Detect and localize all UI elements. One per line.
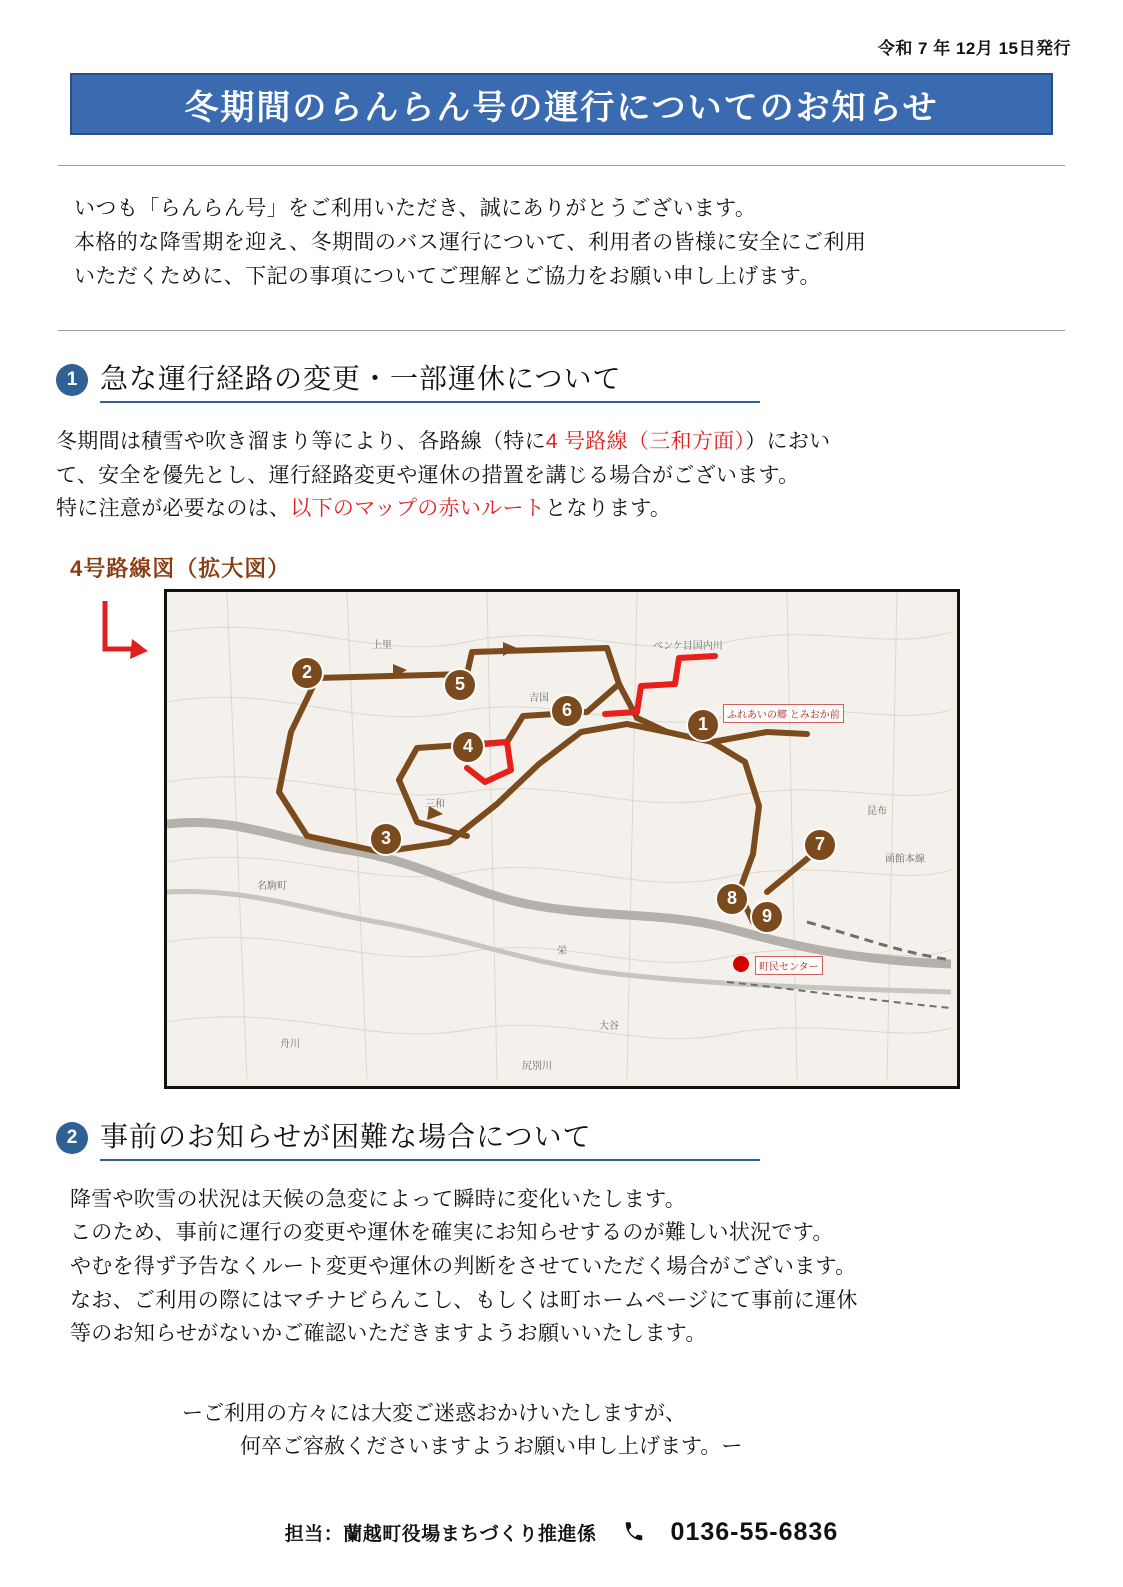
section-title-wrap-1 xyxy=(100,357,760,403)
section-1-line-3-a: 特に注意が必要なのは、 xyxy=(56,497,291,521)
route-marker-7: 7 xyxy=(803,828,837,862)
section-header-1 xyxy=(56,357,1071,403)
section-1-line-3-highlight: 以下のマップの赤いルート xyxy=(290,497,546,521)
route-marker-8: 8 xyxy=(715,882,749,916)
intro-line-1: いつも「らんらん号」をご利用いただき、誠にありがとうございます。 xyxy=(74,197,757,220)
map-place-nakoma: 名駒町 xyxy=(257,880,287,892)
map-pointer-arrow xyxy=(100,597,152,667)
section-2-body xyxy=(70,1183,1067,1351)
map-place-konbu: 昆布 xyxy=(867,805,887,817)
issue-date: 令和 7 年 12月 15日発行 xyxy=(877,39,1071,58)
section-1-line-1-b: ）におい xyxy=(745,430,831,454)
intro-line-2: 本格的な降雪期を迎え、冬期間のバス運行について、利用者の皆様に安全にご利用 xyxy=(74,231,867,255)
phone-icon xyxy=(623,1521,645,1543)
map-place-sanwa: 三和 xyxy=(425,798,445,810)
map-place-benkemekunai: ベンケ目国内川 xyxy=(653,640,723,652)
map-poi-town-center: 町民センター xyxy=(755,956,823,975)
section-title-wrap-2 xyxy=(100,1115,760,1161)
route-marker-3: 3 xyxy=(369,822,403,856)
section-title-2: 事前のお知らせが困難な場合について xyxy=(100,1120,592,1152)
route-marker-6: 6 xyxy=(550,694,584,728)
closing-line-2: 何卒ご容赦くださいますようお願い申し上げます。ー xyxy=(240,1435,743,1459)
intro-paragraph xyxy=(74,192,1049,294)
map-place-oya: 大谷 xyxy=(599,1020,619,1032)
section-1-line-1-highlight: 4 号路線（三和方面） xyxy=(545,430,746,454)
map-zone xyxy=(52,589,1071,1089)
section-header-2 xyxy=(56,1115,1071,1161)
section-1-line-2: て、安全を優先とし、運行経路変更や運休の措置を講じる場合がございます。 xyxy=(56,463,800,487)
route-marker-5: 5 xyxy=(443,668,477,702)
section-number-1: 1 xyxy=(56,364,88,396)
section-2-line-2: このため、事前に運行の変更や運休を確実にお知らせするのが難しい状況です。 xyxy=(70,1221,834,1245)
footer-phone-number: 0136-55-6836 xyxy=(670,1517,839,1546)
section-1-line-1-a: 冬期間は積雪や吹き溜まり等により、各路線（特に xyxy=(56,430,546,454)
footer-contact xyxy=(52,1518,1071,1547)
route-map-image xyxy=(164,589,960,1089)
map-place-hakodate-line: 函館本線 xyxy=(885,853,925,865)
section-1-line-1 xyxy=(56,425,1067,459)
closing-line-1: ーご利用の方々には大変ご迷惑おかけいたしますが、 xyxy=(182,1401,686,1425)
section-2-line-5: 等のお知らせがないかご確認いただきますようお願いいたします。 xyxy=(70,1322,707,1346)
divider-middle xyxy=(58,330,1065,331)
route-marker-2: 2 xyxy=(290,656,324,690)
map-place-funakawa: 舟川 xyxy=(280,1038,300,1050)
route-marker-4: 4 xyxy=(451,730,485,764)
page-title: 冬期間のらんらん号の運行についてのお知らせ xyxy=(184,88,939,127)
section-2-line-1: 降雪や吹雪の状況は天候の急変によって瞬時に変化いたします。 xyxy=(70,1187,687,1211)
section-1-body xyxy=(56,425,1067,526)
section-2-line-4: なお、ご利用の際にはマチナビらんこし、もしくは町ホームページにて事前に運休 xyxy=(70,1288,858,1312)
route-marker-1: 1 xyxy=(686,708,720,742)
map-place-kamisato: 上里 xyxy=(372,639,392,651)
map-place-yoshikuni: 吉国 xyxy=(529,692,549,704)
divider-top xyxy=(58,165,1065,166)
footer-department: 担当：蘭越町役場まちづくり推進係 xyxy=(284,1523,597,1545)
section-1-line-3-b: となります。 xyxy=(545,497,672,521)
intro-line-3: いただくために、下記の事項についてご理解とご協力をお願い申し上げます。 xyxy=(74,265,821,289)
section-2-line-3: やむを得ず予告なくルート変更や運休の判断をさせていただく場合がございます。 xyxy=(70,1255,857,1279)
map-place-shiribetsu: 尻別川 xyxy=(522,1060,552,1072)
map-poi-fureai: ふれあいの郷 とみおか前 xyxy=(723,704,844,723)
closing-remarks xyxy=(182,1397,1071,1464)
map-caption: 4号路線図（拡大図） xyxy=(70,555,291,581)
route-marker-9: 9 xyxy=(750,900,784,934)
section-title-1: 急な運行経路の変更・一部運休について xyxy=(100,363,622,395)
map-place-sakae: 栄 xyxy=(557,945,567,957)
section-1-line-3 xyxy=(56,492,1067,526)
section-number-2: 2 xyxy=(56,1122,88,1154)
page-title-bar xyxy=(70,73,1053,135)
